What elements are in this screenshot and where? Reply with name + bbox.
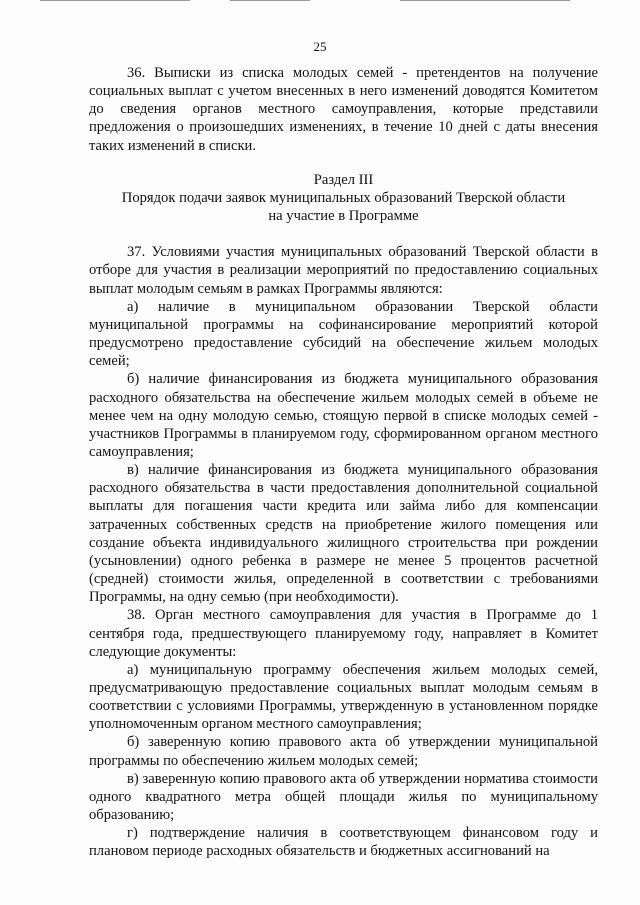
paragraph-36: 36. Выписки из списка молодых семей - претендентов на получение социальных выплат с учетом внесенных в него изменений доводятся Комитетом до сведения органов местного самоуправления, которые представили предложения о произошедших изменениях, в течение 10 дней с даты внесения таких изменений в списки. xyxy=(89,65,598,154)
paragraph-38-a: а) муниципальную программу обеспечения жильем молодых семей, предусматривающую предоставление социальных выплат молодым семьям в соответствии с условиями Программы, утвержденную в установленном порядке уполномоченным органом местного самоуправления; xyxy=(89,661,598,733)
paragraph-38: 38. Орган местного самоуправления для участия в Программе до 1 сентября года, предшествующего планируемому году, направляет в Комитет следующие документы: xyxy=(89,607,598,660)
document-body xyxy=(89,64,598,861)
paragraph-37-c: в) наличие финансирования из бюджета муниципального образования расходного обязательства в части предоставления дополнительной социальной выплаты для погашения части кредита или займа либо для компенсации затраченных собственных средств на приобретение жилого помещения или создание объекта индивидуального жилищного строительства при рождении (усыновлении) одного ребенка в размере не менее 5 процентов расчетной (средней) стоимости жилья, определенной в соответствии с требованиями Программы, на одну семью (при необходимости). xyxy=(89,462,598,606)
paragraph-37-b: б) наличие финансирования из бюджета муниципального образования расходного обязательства на обеспечение жильем молодых семей в объеме не менее чем на одну молодую семью, стоящую первой в списке молодых семей - участников Программы в планируемом году, сформированном органом местного самоуправления; xyxy=(89,371,598,460)
top-border-line xyxy=(230,0,310,1)
top-border-line xyxy=(40,0,190,1)
page-number: 25 xyxy=(313,39,327,54)
section-subtitle-line2: на участие в Программе xyxy=(268,208,419,225)
paragraph-37-a: а) наличие в муниципальном образовании Тверской области муниципальной программы на софинансирование мероприятий которой предусмотрено предоставление субсидий на обеспечение жильем молодых семей; xyxy=(89,298,598,370)
section-title: Раздел III xyxy=(313,171,374,188)
section-subtitle-line1: Порядок подачи заявок муниципальных образований Тверской области xyxy=(121,189,566,206)
paragraph-38-d: г) подтверждение наличия в соответствующем финансовом году и плановом периоде расходных обязательств и бюджетных ассигнований на xyxy=(89,825,598,860)
paragraph-38-c: в) заверенную копию правового акта об утверждении норматива стоимости одного квадратного метра общей площади жилья по муниципальному образованию; xyxy=(89,770,598,824)
top-border-line xyxy=(400,0,570,1)
paragraph-37: 37. Условиями участия муниципальных образований Тверской области в отборе для участия в реализации мероприятий по предоставлению социальных выплат молодым семьям в рамках Программы являются: xyxy=(89,244,598,297)
paragraph-38-b: б) заверенную копию правового акта об утверждении муниципальной программы по обеспечению жильем молодых семей; xyxy=(89,734,598,769)
